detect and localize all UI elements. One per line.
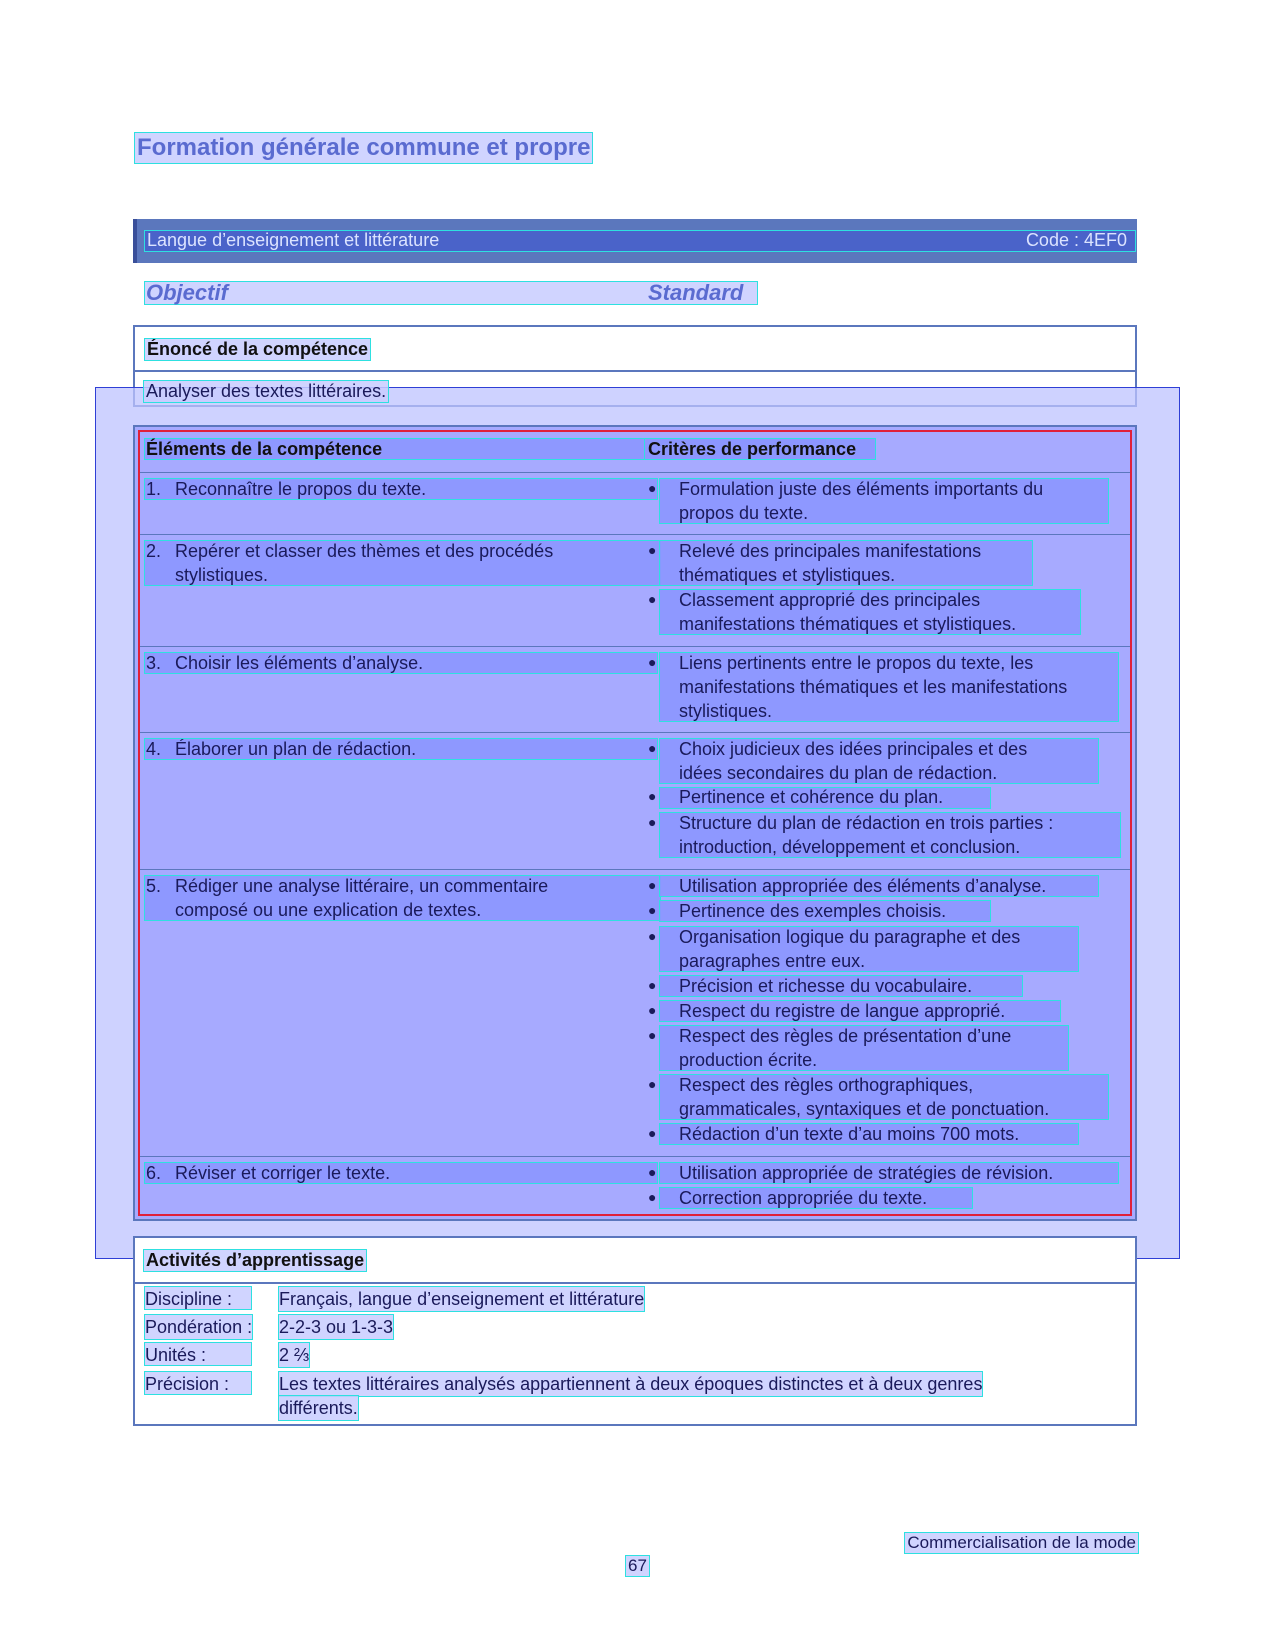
row-divider — [140, 646, 1130, 647]
element-number: 4. — [146, 739, 162, 759]
precision-text: Les textes littéraires analysés appartiennent à deux époques distinctes et à deux genres — [279, 1374, 983, 1394]
objectif-label: Objectif — [146, 280, 228, 305]
bullet-icon: ● — [648, 977, 657, 993]
bullet-icon: ● — [648, 877, 657, 893]
bullet-icon: ● — [648, 1189, 657, 1205]
criterion-line: Organisation logique du paragraphe et des — [679, 927, 1021, 947]
program-name: Commercialisation de la mode — [907, 1533, 1136, 1552]
criterion-line: Respect des règles de présentation d’une — [679, 1026, 1012, 1046]
criterion-line: Pertinence et cohérence du plan. — [679, 787, 944, 807]
row-divider — [140, 869, 1130, 870]
criterion-line: manifestations thématiques et stylistiques. — [679, 614, 1017, 634]
criterion-line: Liens pertinents entre le propos du texte, les — [679, 653, 1034, 673]
criterion-line: thématiques et stylistiques. — [679, 565, 896, 585]
enonce-text: Analyser des textes littéraires. — [146, 381, 387, 401]
competence-table — [133, 425, 1137, 1221]
element-text: composé ou une explication de textes. — [175, 900, 482, 920]
bullet-icon: ● — [648, 1027, 657, 1043]
element-text: Reconnaître le propos du texte. — [175, 479, 427, 499]
criterion-line: Pertinence des exemples choisis. — [679, 901, 947, 921]
element-text: Réviser et corriger le texte. — [175, 1163, 391, 1183]
bullet-icon: ● — [648, 542, 657, 558]
criterion-line: Relevé des principales manifestations — [679, 541, 982, 561]
bullet-icon: ● — [648, 1076, 657, 1092]
criterion-line: Choix judicieux des idées principales et des — [679, 739, 1028, 759]
criterion-line: Formulation juste des éléments importants du — [679, 479, 1044, 499]
criterion-line: Précision et richesse du vocabulaire. — [679, 976, 973, 996]
course-header-bar — [133, 219, 1137, 263]
criterion-line: stylistiques. — [679, 701, 773, 721]
bullet-icon: ● — [648, 591, 657, 607]
unites-value: 2 ⅔ — [279, 1345, 310, 1365]
standard-label: Standard — [648, 280, 744, 305]
precision-text: différents. — [279, 1398, 358, 1418]
bullet-icon: ● — [648, 1002, 657, 1018]
criterion-line: paragraphes entre eux. — [679, 951, 866, 971]
criterion-line: Rédaction d’un texte d’au moins 700 mots. — [679, 1124, 1020, 1144]
page-number: 67 — [628, 1556, 647, 1575]
activites-divider — [135, 1282, 1135, 1284]
bullet-icon: ● — [648, 788, 657, 804]
criterion-line: Utilisation appropriée de stratégies de révision. — [679, 1163, 1054, 1183]
element-text: Choisir les éléments d’analyse. — [175, 653, 424, 673]
row-divider — [140, 732, 1130, 733]
element-number: 6. — [146, 1163, 162, 1183]
discipline-label: Discipline : — [145, 1287, 251, 1309]
criterion-line: production écrite. — [679, 1050, 818, 1070]
bullet-icon: ● — [648, 902, 657, 918]
bullet-icon: ● — [648, 814, 657, 830]
element-text: Repérer et classer des thèmes et des procédés — [175, 541, 554, 561]
element-number: 3. — [146, 653, 162, 673]
element-number: 1. — [146, 479, 162, 499]
bullet-icon: ● — [648, 1164, 657, 1180]
criterion-line: Classement approprié des principales — [679, 590, 981, 610]
row-divider — [140, 1156, 1130, 1157]
discipline-value: Français, langue d’enseignement et littérature — [279, 1289, 645, 1309]
criterion-line: Respect des règles orthographiques, — [679, 1075, 974, 1095]
ponderation-label: Pondération : — [145, 1317, 253, 1337]
ponderation-value: 2-2-3 ou 1-3-3 — [279, 1317, 394, 1337]
criterion-line: Respect du registre de langue approprié. — [679, 1001, 1006, 1021]
course-name: Langue d’enseignement et littérature — [147, 230, 440, 250]
criterion-line: idées secondaires du plan de rédaction. — [679, 763, 998, 783]
element-number: 2. — [146, 541, 162, 561]
criterion-line: manifestations thématiques et les manifestations — [679, 677, 1068, 697]
row-divider — [140, 534, 1130, 535]
page-title: Formation générale commune et propre — [137, 134, 591, 161]
element-number: 5. — [146, 876, 162, 896]
element-text: Rédiger une analyse littéraire, un commentaire — [175, 876, 549, 896]
bullet-icon: ● — [648, 654, 657, 670]
activites-title: Activités d’apprentissage — [146, 1250, 365, 1270]
criterion-line: Correction appropriée du texte. — [679, 1188, 928, 1208]
bullet-icon: ● — [648, 480, 657, 496]
enonce-title: Énoncé de la compétence — [147, 339, 369, 359]
bullet-icon: ● — [648, 1125, 657, 1141]
unites-label: Unités : — [145, 1343, 251, 1365]
col-header-criteres: Critères de performance — [648, 439, 857, 459]
criterion-line: propos du texte. — [679, 503, 809, 523]
col-header-elements: Éléments de la compétence — [146, 439, 383, 459]
criterion-line: Utilisation appropriée des éléments d’analyse. — [679, 876, 1047, 896]
bullet-icon: ● — [648, 740, 657, 756]
criterion-line: Structure du plan de rédaction en trois parties : — [679, 813, 1054, 833]
course-code: Code : 4EF0 — [1025, 230, 1127, 250]
criterion-line: introduction, développement et conclusion. — [679, 837, 1021, 857]
row-divider — [140, 472, 1130, 473]
precision-label: Précision : — [145, 1372, 251, 1394]
enonce-divider — [135, 370, 1135, 372]
element-text: Élaborer un plan de rédaction. — [175, 739, 417, 759]
bullet-icon: ● — [648, 928, 657, 944]
criterion-line: grammaticales, syntaxiques et de ponctuation. — [679, 1099, 1050, 1119]
element-text: stylistiques. — [175, 565, 269, 585]
